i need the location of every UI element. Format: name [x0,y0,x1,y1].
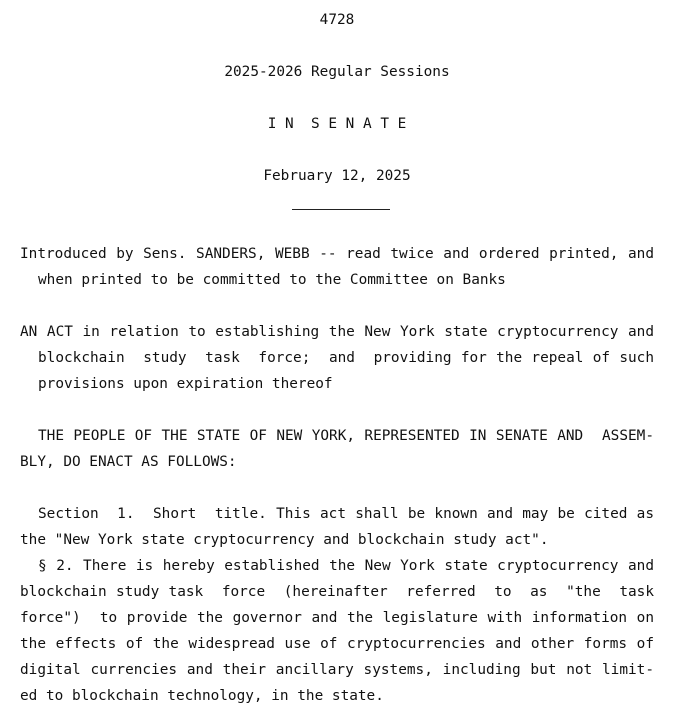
act-title-line: blockchain study task force; and providing for the repeal of such [38,350,654,366]
header-divider [292,209,390,210]
section-text-line: digital currencies and their ancillary systems, including but not limit- [20,662,654,678]
enacting-clause-line: THE PEOPLE OF THE STATE OF NEW YORK, REPRESENTED IN SENATE AND ASSEM- [38,428,654,444]
session-heading: 2025-2026 Regular Sessions [224,64,450,80]
introduction-line: when printed to be committed to the Committee on Banks [38,272,506,288]
section-text-line: blockchain study task force (hereinafter referred to as "the task [20,584,654,600]
chamber-heading: I N S E N A T E [267,116,407,132]
act-title-line: AN ACT in relation to establishing the New York state cryptocurrency and [20,324,654,340]
section-text-line: ed to blockchain technology, in the state. [20,688,384,704]
section-text-line: § 2. There is hereby established the New York state cryptocurrency and [38,558,654,574]
section-text-line: the "New York state cryptocurrency and blockchain study act". [20,532,549,548]
bill-number: 4728 [319,12,355,28]
section-text-line: force") to provide the governor and the legislature with information on [20,610,654,626]
act-title-line: provisions upon expiration thereof [38,376,333,392]
section-text-line: the effects of the widespread use of cryptocurrencies and other forms of [20,636,654,652]
section-text-line: Section 1. Short title. This act shall be known and may be cited as [38,506,654,522]
bill-date: February 12, 2025 [263,168,411,184]
enacting-clause-line: BLY, DO ENACT AS FOLLOWS: [20,454,237,470]
introduction-line: Introduced by Sens. SANDERS, WEBB -- read twice and ordered printed, and [20,246,654,262]
